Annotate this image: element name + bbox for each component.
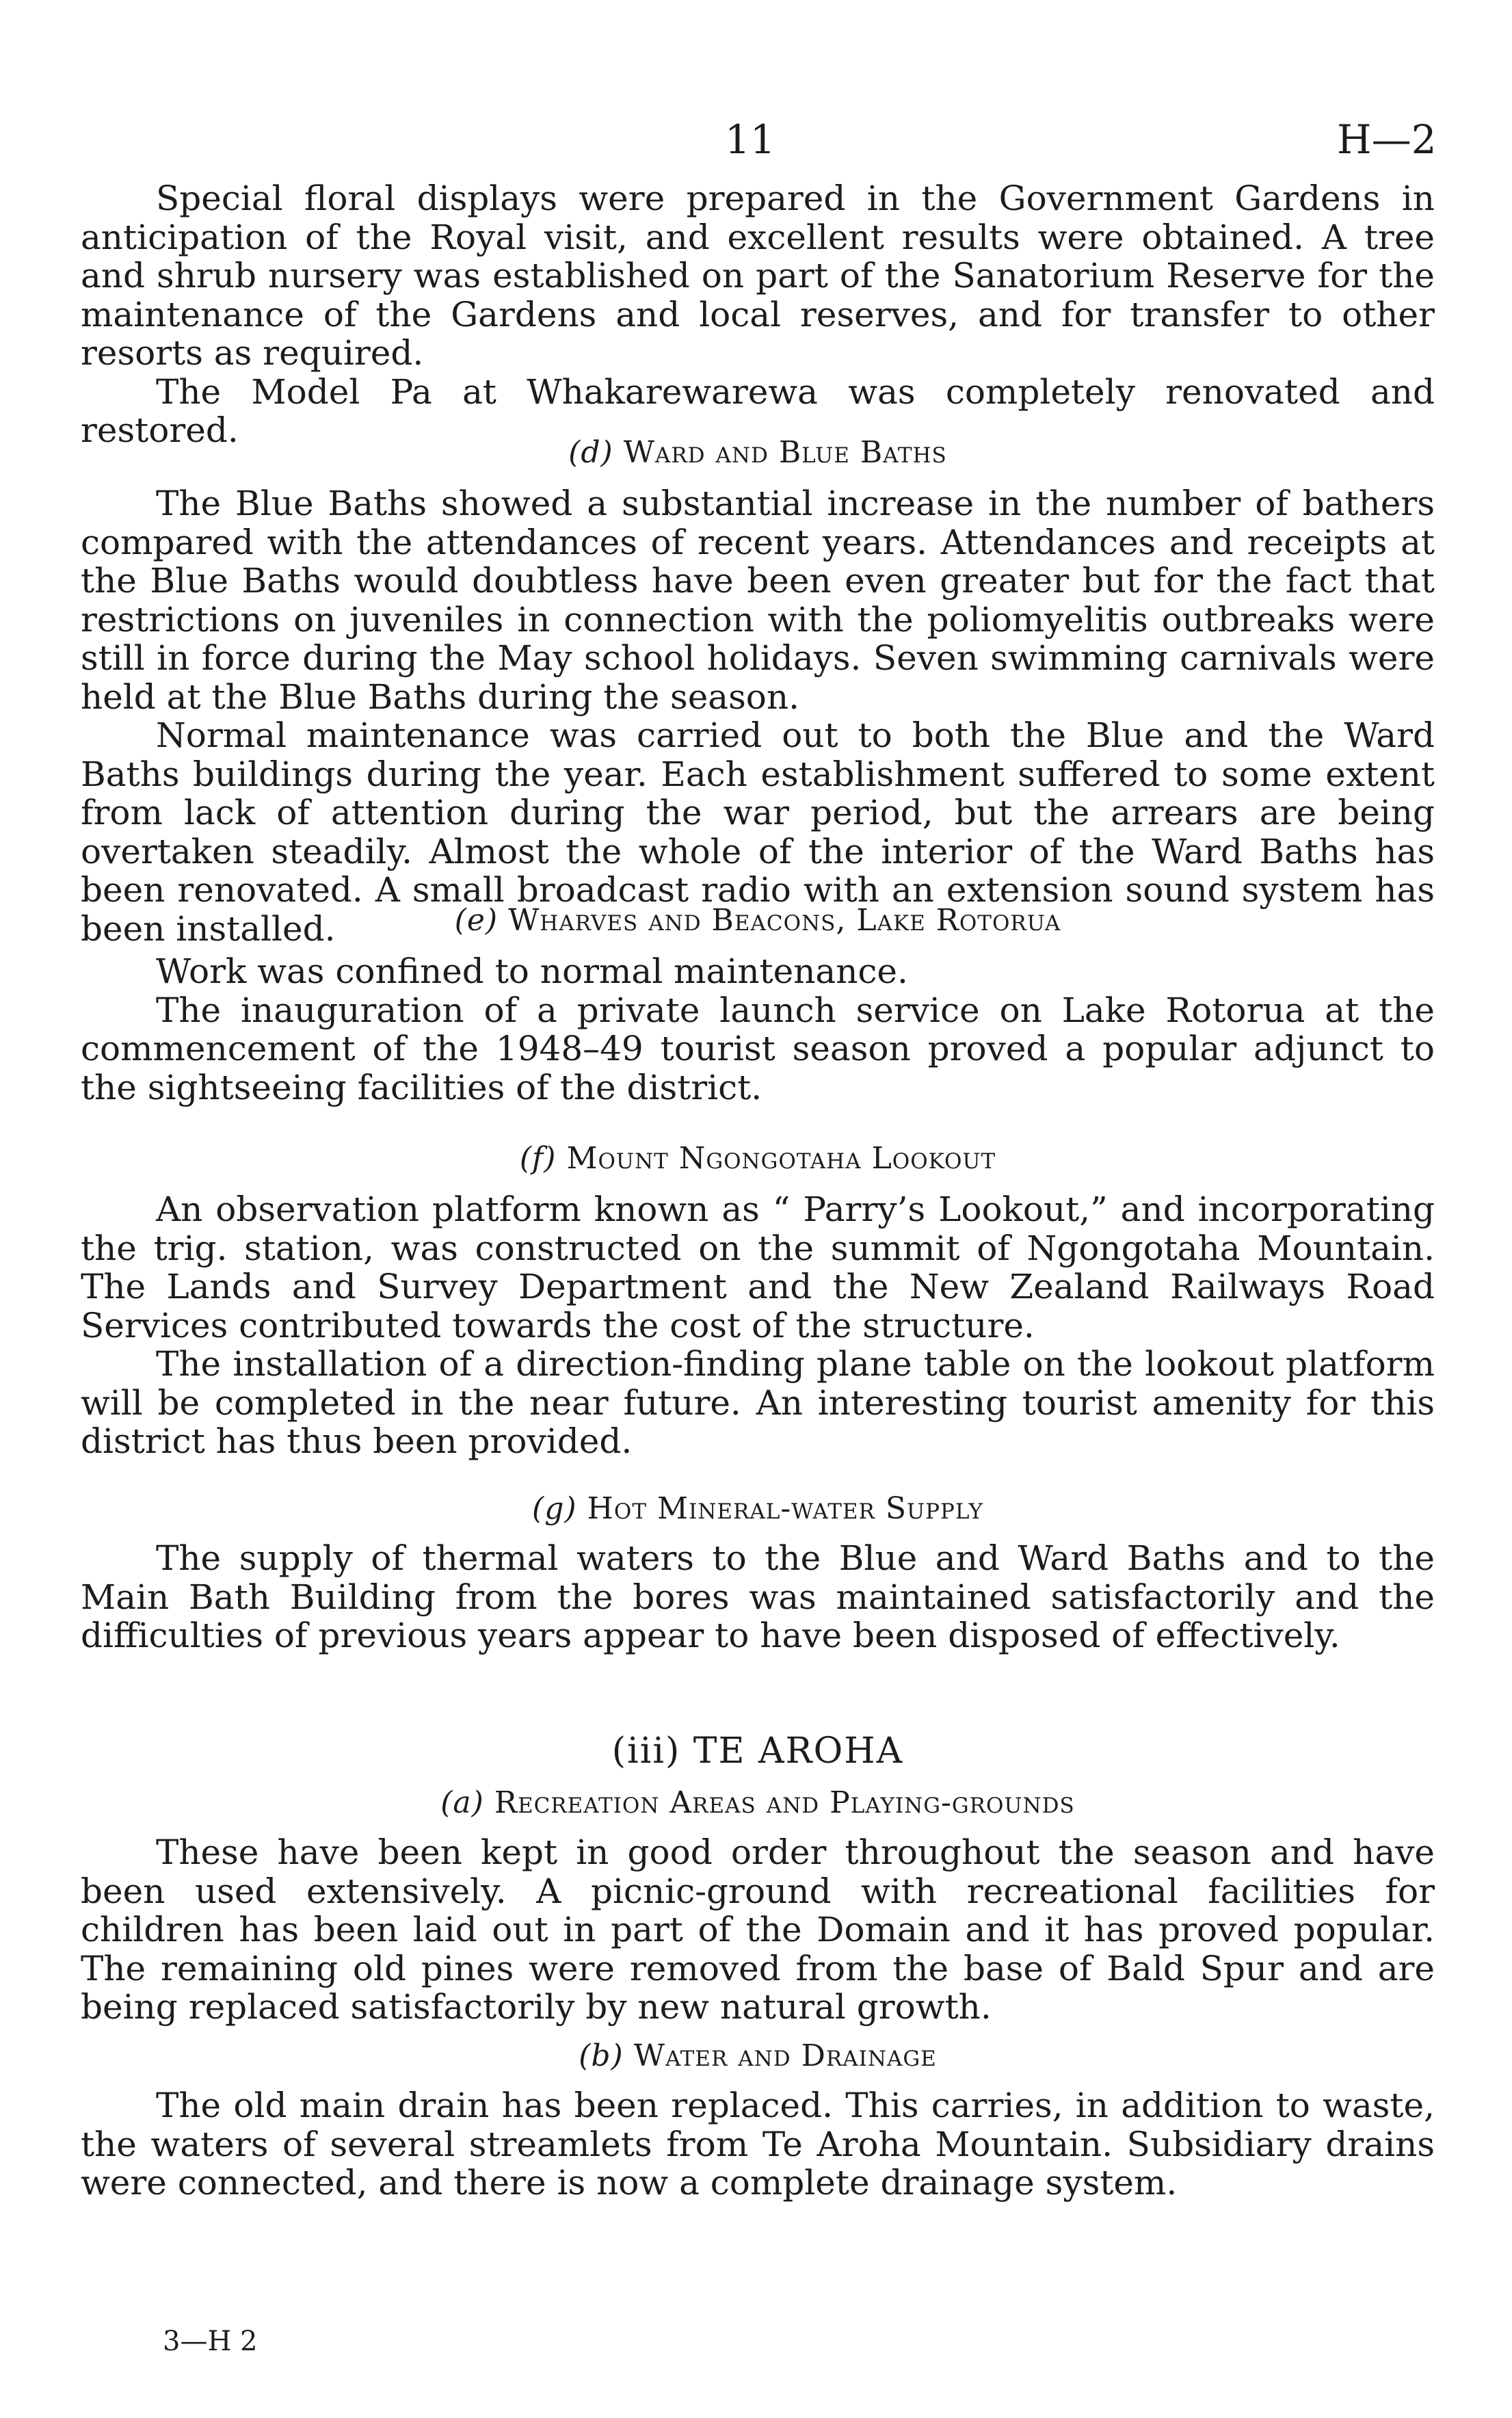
section-body-d	[81, 484, 1435, 948]
paragraph: Work was confined to normal maintenance.	[156, 951, 908, 991]
te-aroha-heading: (iii) TE AROHA	[611, 1731, 904, 1772]
section-title: Water and Drainage	[633, 2038, 937, 2073]
paragraph: The inauguration of a private launch service on Lake Rotorua at the commencement of the 1948–49 tourist season proved a popular adjunct to the sightseeing facilities of the district.	[81, 990, 1435, 1107]
paragraph: Special floral displays were prepared in the Government Gardens in anticipation of the Royal visit, and excellent results were obtained. A tree and shrub nursery was established on part of the Sanatorium Reserve for the maintenance of the Gardens and local reserves, and for transfer to other resorts as required.	[81, 179, 1435, 373]
te-aroha-heading-a	[81, 1785, 1435, 1820]
section-label: (d)	[568, 435, 613, 470]
section-heading-g	[81, 1491, 1435, 1526]
paragraph: These have been kept in good order throughout the season and have been used extensively. A picnic-ground with recreational facilities for children has been laid out in part of the Domain and it has proved popular. The remaining old pines were removed from the base of Bald Spur and are being replaced satisfactorily by new natural growth.	[81, 1832, 1435, 2027]
paragraph: The old main drain has been replaced. This carries, in addition to waste, the waters of several streamlets from Te Aroha Mountain. Subsidiary drains were connected, and there is now a complete drainage system.	[81, 2086, 1435, 2203]
paragraph: The Blue Baths showed a substantial increase in the number of bathers compared with the attendances of recent years. Attendances and receipts at the Blue Baths would doubtless have been even greater but for the fact that restrictions on juveniles in connection with the poliomyelitis outbreaks were still in force during the May school holidays. Seven swimming carnivals were held at the Blue Baths during the season.	[81, 484, 1435, 717]
intro-block	[81, 179, 1435, 450]
section-body-f	[81, 1190, 1435, 1461]
page-number: 11	[725, 116, 775, 163]
section-title: Mount Ngongotaha Lookout	[566, 1141, 996, 1176]
section-title: Wharves and Beacons, Lake Rotorua	[508, 903, 1061, 938]
signature-mark: 3—H 2	[163, 2326, 258, 2357]
section-title: Ward and Blue Baths	[623, 435, 947, 470]
paragraph: The installation of a direction-finding plane table on the lookout platform will be completed in the near future. An interesting tourist amenity for this district has thus been provided.	[81, 1344, 1435, 1461]
te-aroha-body-a	[81, 1833, 1435, 2027]
section-body-g	[81, 1539, 1435, 1655]
section-label: (a)	[440, 1785, 484, 1820]
section-label: (b)	[579, 2038, 624, 2073]
section-heading-f	[81, 1141, 1435, 1176]
te-aroha-body-b	[81, 2086, 1435, 2203]
section-title: Hot Mineral-water Supply	[587, 1491, 983, 1526]
section-title: Recreation Areas and Playing-grounds	[494, 1785, 1075, 1820]
paragraph: Normal maintenance was carried out to both the Blue and the Ward Baths buildings during the year. Each establishment suffered to some extent from lack of attention during the war period, but the arrears are being overtaken steadily. Almost the whole of the interior of the Ward Baths has been renovated. A small broadcast radio with an extension sound system has been installed.	[81, 715, 1435, 949]
document-reference: H—2	[1337, 116, 1437, 163]
paragraph: The supply of thermal waters to the Blue and Ward Baths and to the Main Bath Building from the bores was maintained satisfactorily and the difficulties of previous years appear to have been disposed of effectively.	[81, 1538, 1435, 1655]
section-heading-d	[81, 435, 1435, 470]
te-aroha-heading-b	[81, 2038, 1435, 2073]
section-body-e	[81, 952, 1435, 1107]
section-heading-e	[81, 903, 1435, 938]
section-label: (e)	[454, 903, 499, 938]
section-label: (g)	[532, 1491, 577, 1526]
section-label: (f)	[519, 1141, 557, 1176]
paragraph: The Model Pa at Whakarewarewa was completely renovated and restored.	[81, 371, 1435, 450]
paragraph: An observation platform known as “ Parry’s Lookout,” and incorporating the trig. station, was constructed on the summit of Ngongotaha Mountain. The Lands and Survey Department and the New Zealand Railways Road Services contributed towards the cost of the structure.	[81, 1190, 1435, 1345]
